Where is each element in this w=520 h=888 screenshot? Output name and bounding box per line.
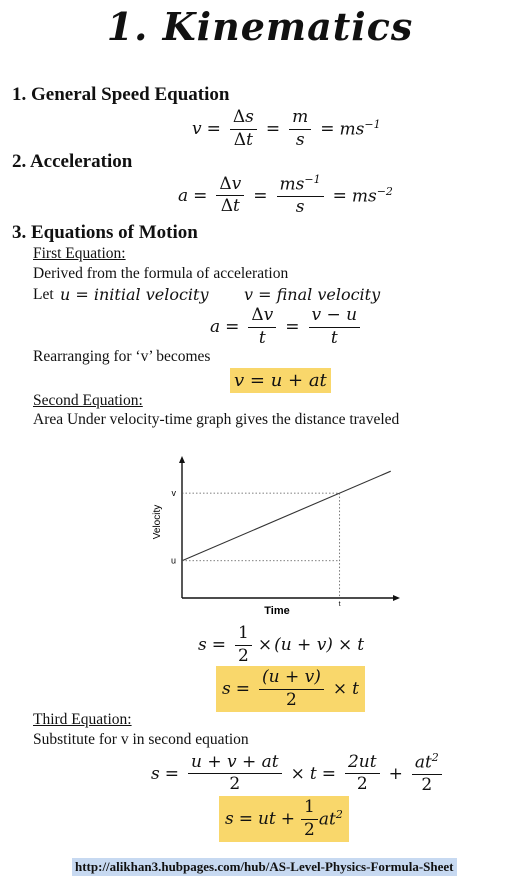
distance-equation: s = $\frac{1}{2}$ × (u + v) × t: [198, 623, 365, 666]
section-number: 2.: [12, 151, 27, 172]
first-equation-result: v = u + at: [230, 368, 331, 393]
acceleration-definition-equation: a = $\frac{\Delta v}{t}$ = $\frac{v - u}{t}$: [210, 306, 364, 348]
rearranging-text: Rearranging for ‘v’ becomes: [33, 348, 211, 365]
final-velocity-definition: v = final velocity: [244, 285, 381, 304]
section-3-heading: [12, 222, 198, 244]
acceleration-equation: a = $\frac{\Delta v}{\Delta t}$ = $\frac{ms^{-1}}{s}$ = $ms^{-2}$: [178, 173, 393, 218]
section-number: 1.: [12, 84, 27, 105]
section-title: General Speed Equation: [31, 84, 230, 105]
second-equation-heading: Second Equation:: [33, 392, 143, 409]
third-equation-result: s = ut + $\frac{1}{2}$ $at^2$: [219, 796, 349, 842]
section-2-heading: [12, 151, 132, 173]
footer-url[interactable]: http://alikhan3.hubpages.com/hub/AS-Level-Physics-Formula-Sheet: [72, 858, 457, 876]
first-equation-heading: First Equation:: [33, 245, 126, 262]
velocity-time-graph: [145, 452, 410, 622]
third-equation-derivation: s = $\frac{u + v + at}{2}$ × t = $\frac{2ut}{2}$ + $\frac{at^2}{2}$: [151, 752, 446, 796]
initial-velocity-definition: u = initial velocity: [60, 285, 209, 304]
third-equation-heading: Third Equation:: [33, 711, 132, 728]
distance-equation-highlighted: s = $\frac{(u + v)}{2}$ × t: [216, 666, 365, 712]
y-axis-arrow: [179, 456, 185, 463]
x-axis-arrow: [393, 595, 400, 601]
velocity-line: [182, 471, 391, 561]
section-title: Acceleration: [29, 151, 133, 172]
section-title: Equations of Motion: [31, 222, 198, 243]
v-tick-label: v: [171, 488, 176, 499]
x-axis-label: Time: [264, 605, 290, 617]
derived-text: Derived from the formula of acceleration: [33, 265, 289, 282]
page-title: 1. Kinematics: [106, 4, 414, 49]
area-text: Area Under velocity-time graph gives the distance traveled: [33, 411, 400, 428]
u-tick-label: u: [170, 555, 176, 566]
let-text: Let: [33, 286, 54, 303]
substitute-text: Substitute for v in second equation: [33, 731, 249, 748]
y-axis-label: Velocity: [152, 504, 163, 540]
speed-equation: v = $\frac{\Delta s}{\Delta t}$ = $\frac{m}{s}$ = $ms^{-1}$: [192, 107, 381, 150]
section-number: 3.: [12, 222, 27, 243]
t-tick-label: t: [338, 601, 341, 608]
section-1-heading: [12, 84, 229, 106]
